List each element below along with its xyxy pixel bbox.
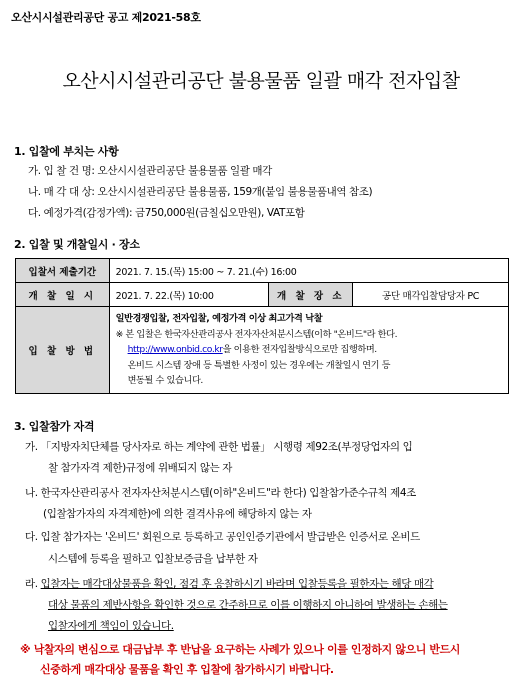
- table-row: [16, 307, 509, 394]
- table-row: [16, 283, 509, 307]
- onbid-link[interactable]: http://www.onbid.co.kr: [127, 344, 223, 356]
- section3-item-da: 다. 입찰 참가자는 '온비드' 회원으로 등록하고 공인인증기관에서 발급받은 인증서로 온비드: [25, 531, 420, 543]
- notice-number: 오산시시설관리공단 공고 제2021-58호: [11, 11, 201, 24]
- schedule-table: [15, 258, 509, 394]
- bid-method-line: 변동될 수 있습니다.: [127, 375, 203, 387]
- section3-item-ra-text: 입찰자는 매각대상물품을 확인, 점검 후 응찰하시기 바라며 입찰등록을 필한자는 해당 매각: [40, 578, 434, 590]
- section3-item-ra-cont: 대상 물품의 제반사항을 확인한 것으로 간주하므로 이를 이행하지 아니하여 발생하는 손해는: [48, 599, 448, 611]
- section3-item-ra-prefix: 라.: [25, 578, 41, 590]
- warning-line: ※ 낙찰자의 변심으로 대금납부 후 반납을 요구하는 사례가 있으나 이를 인정하지 않으니 반드시: [20, 643, 461, 656]
- section1-heading: 1. 입찰에 부치는 사항: [14, 145, 119, 158]
- bid-method-line: ※ 본 입찰은 한국자산관리공사 전자자산처분시스템(이하 "온비드"라 한다.: [115, 328, 398, 340]
- section3-item-ra: [25, 576, 433, 591]
- section3-item-ga: 가. 「지방자치단체를 당사자로 하는 계약에 관한 법률」 시행령 제92조(부정당업자의 입: [25, 441, 413, 453]
- bid-method-label: 입 찰 방 법: [16, 307, 110, 394]
- section3-item-da-cont: 시스템에 등록을 필하고 입찰보증금을 납부한 자: [48, 553, 258, 565]
- open-place-label: 개 찰 장 소: [269, 283, 353, 307]
- bid-method-line-rest: 을 이용한 전자입찰방식으로만 집행하며.: [222, 344, 377, 356]
- bid-method-line: 일반경쟁입찰, 전자입찰, 예정가격 이상 최고가격 낙찰: [115, 313, 323, 325]
- bid-method-line: [116, 342, 502, 358]
- table-row: [16, 259, 509, 283]
- section3-item-ga-cont: 찰 참가자격 제한)규정에 위배되지 않는 자: [48, 462, 233, 474]
- open-datetime-value: 2021. 7. 22.(목) 10:00: [109, 283, 269, 307]
- open-place-value: 공단 매각입찰담당자 PC: [353, 283, 509, 307]
- section1-item-na: 나. 매 각 대 상: 오산시시설관리공단 불용물품, 159개(붙임 불용물품내역 참조): [28, 186, 373, 198]
- bid-method-cell: [109, 307, 508, 394]
- section3-item-na-cont: (입찰참가자의 자격제한)에 의한 결격사유에 해당하지 않는 자: [43, 508, 312, 520]
- section1-item-da: 다. 예정가격(감정가액): 금750,000원(금칠십오만원), VAT포함: [28, 207, 305, 219]
- page-title: 오산시시설관리공단 불용물품 일괄 매각 전자입찰: [62, 70, 460, 92]
- submit-period-label: 입찰서 제출기간: [16, 259, 110, 283]
- section3-heading: 3. 입찰참가 자격: [14, 420, 95, 433]
- section2-heading: 2. 입찰 및 개찰일시 · 장소: [14, 238, 140, 251]
- section3-item-na: 나. 한국자산관리공사 전자자산처분시스템(이하"온비드"라 한다) 입찰참가준수규칙 제4조: [25, 487, 416, 499]
- open-datetime-label: 개 찰 일 시: [16, 283, 110, 307]
- section1-item-ga: 가. 입 찰 건 명: 오산시시설관리공단 불용물품 일괄 매각: [28, 165, 272, 177]
- warning-line: 신중하게 매각대상 물품을 확인 후 입찰에 참가하시기 바랍니다.: [40, 663, 334, 676]
- submit-period-value: 2021. 7. 15.(목) 15:00 ~ 7. 21.(수) 16:00: [109, 259, 508, 283]
- bid-method-line: 온비드 시스템 장애 등 특별한 사정이 있는 경우에는 개찰일시 연기 등: [127, 359, 391, 371]
- section3-item-ra-cont: 입찰자에게 책임이 있습니다.: [48, 620, 174, 632]
